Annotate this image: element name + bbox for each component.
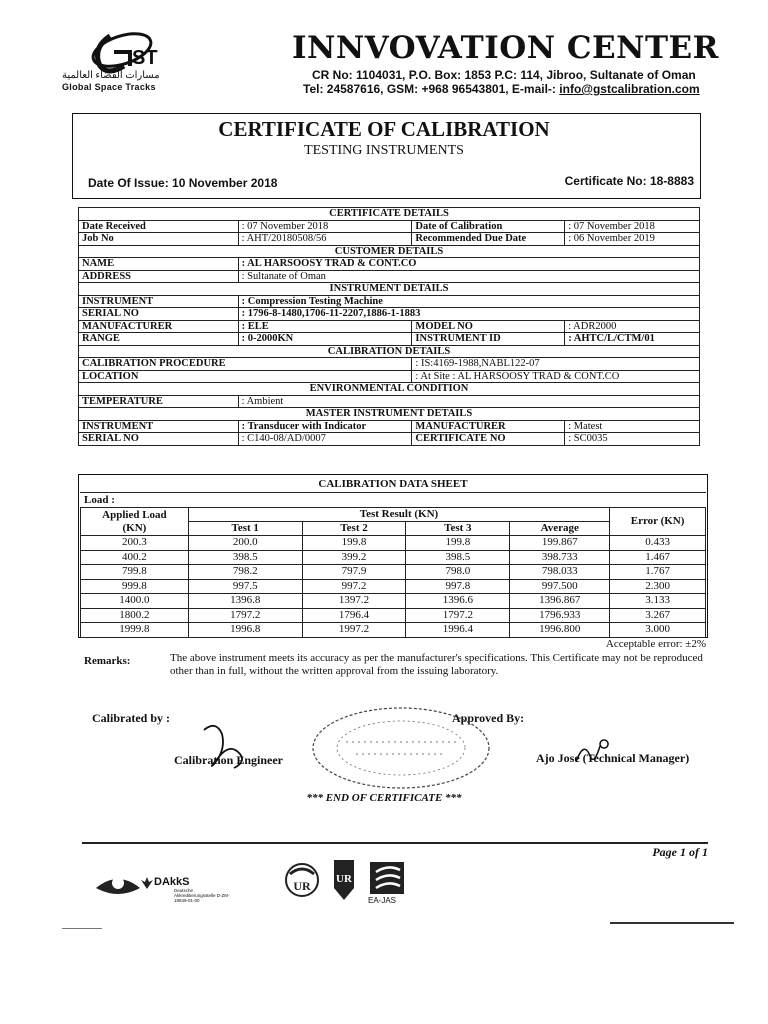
applied-cell: 1400.0 <box>81 594 189 609</box>
due-date-label: Recommended Due Date <box>412 233 565 246</box>
contact-prefix: Tel: 24587616, GSM: +968 96543801, E-mail-: <box>303 82 556 96</box>
ur-badge-icon <box>330 858 358 902</box>
average-cell: 798.033 <box>510 565 610 580</box>
test3-cell: 398.5 <box>406 550 510 565</box>
applied-cell: 200.3 <box>81 536 189 551</box>
instrument-value: : Compression Testing Machine <box>238 295 699 308</box>
test2-cell: 1397.2 <box>302 594 406 609</box>
master-instrument-value: : Transducer with Indicator <box>238 420 412 433</box>
test2-header: Test 2 <box>302 522 406 536</box>
test2-cell: 399.2 <box>302 550 406 565</box>
error-header: Error (KN) <box>610 508 706 536</box>
range-value: : 0-2000KN <box>238 333 412 346</box>
ea-jas-logo-icon <box>368 858 408 896</box>
instrument-id-value: : AHTC/L/CTM/01 <box>565 333 700 346</box>
date-calibration-label: Date of Calibration <box>412 220 565 233</box>
company-stamp-icon <box>306 702 496 794</box>
details-table <box>78 207 700 446</box>
calibration-data-table <box>80 507 706 638</box>
logo-english-text: Global Space Tracks <box>62 82 156 92</box>
applied-cell: 1800.2 <box>81 608 189 623</box>
average-cell: 1996.800 <box>510 623 610 638</box>
accreditation-emblem-icon <box>92 866 144 902</box>
test2-cell: 797.9 <box>302 565 406 580</box>
page-number: Page 1 of 1 <box>652 845 708 859</box>
average-cell: 398.733 <box>510 550 610 565</box>
table-row <box>81 550 706 565</box>
job-no-value: : AHT/20180508/56 <box>238 233 412 246</box>
environment-heading: ENVIRONMENTAL CONDITION <box>79 383 700 396</box>
bottom-line <box>610 922 734 924</box>
approved-by-label: Approved By: <box>452 711 525 725</box>
master-serial-label: SERIAL NO <box>79 433 239 446</box>
error-cell: 1.767 <box>610 565 706 580</box>
certificate-title: CERTIFICATE OF CALIBRATION <box>218 117 550 141</box>
test3-cell: 199.8 <box>406 536 510 551</box>
job-no-label: Job No <box>79 233 239 246</box>
test3-cell: 798.0 <box>406 565 510 580</box>
table-row <box>81 536 706 551</box>
model-value: : ADR2000 <box>565 320 700 333</box>
applied-cell: 400.2 <box>81 550 189 565</box>
test2-cell: 1796.4 <box>302 608 406 623</box>
location-label: LOCATION <box>79 370 412 383</box>
master-manufacturer-value: : Matest <box>565 420 700 433</box>
table-row <box>81 623 706 638</box>
procedure-value: : IS:4169-1988,NABL122-07 <box>412 358 700 371</box>
logo-arabic-text: مسارات الفضاء العالمية <box>62 70 160 81</box>
manufacturer-label: MANUFACTURER <box>79 320 239 333</box>
test1-cell: 200.0 <box>188 536 302 551</box>
error-cell: 3.133 <box>610 594 706 609</box>
remarks-label: Remarks: <box>84 655 131 667</box>
applied-cell: 799.8 <box>81 565 189 580</box>
average-cell: 1796.933 <box>510 608 610 623</box>
applied-cell: 999.8 <box>81 579 189 594</box>
svg-text:UR: UR <box>293 879 311 893</box>
test1-cell: 1797.2 <box>188 608 302 623</box>
test1-header: Test 1 <box>188 522 302 536</box>
bottom-line-left <box>62 928 102 929</box>
table-row <box>81 579 706 594</box>
calibration-engineer-label: Calibration Engineer <box>174 753 284 767</box>
remarks-text: The above instrument meets its accuracy as per the manufacturer's specifications. This Certificate may not be reproduced other than in full, without the written approval from the issuing laboratory. <box>170 652 703 677</box>
name-label: NAME <box>79 258 239 271</box>
applied-cell: 1999.8 <box>81 623 189 638</box>
date-calibration-value: : 07 November 2018 <box>565 220 700 233</box>
organization-name: INNVOVATION CENTER <box>292 30 719 66</box>
master-instrument-label: INSTRUMENT <box>79 420 239 433</box>
serial-label: SERIAL NO <box>79 308 239 321</box>
test1-cell: 997.5 <box>188 579 302 594</box>
date-of-issue: Date Of Issue: 10 November 2018 <box>88 176 278 190</box>
error-cell: 1.467 <box>610 550 706 565</box>
instrument-label: INSTRUMENT <box>79 295 239 308</box>
calibrated-by-label: Calibrated by : <box>92 711 170 725</box>
average-cell: 997.500 <box>510 579 610 594</box>
table-row <box>81 608 706 623</box>
svg-text:ST: ST <box>132 47 158 69</box>
model-label: MODEL NO <box>412 320 565 333</box>
instrument-details-heading: INSTRUMENT DETAILS <box>79 283 700 296</box>
test2-cell: 1997.2 <box>302 623 406 638</box>
master-certificate-label: CERTIFICATE NO <box>412 433 565 446</box>
error-cell: 2.300 <box>610 579 706 594</box>
test2-cell: 199.8 <box>302 536 406 551</box>
test2-cell: 997.2 <box>302 579 406 594</box>
error-cell: 3.267 <box>610 608 706 623</box>
acceptable-error: Acceptable error: ±2% <box>605 638 706 650</box>
applied-load-header <box>81 508 189 536</box>
master-serial-value: : C140-08/AD/0007 <box>238 433 412 446</box>
master-manufacturer-label: MANUFACTURER <box>412 420 565 433</box>
serial-value: : 1796-8-1480,1706-11-2207,1886-1-1883 <box>238 308 699 321</box>
certificate-details-heading: CERTIFICATE DETAILS <box>79 208 700 221</box>
location-value: : At Site : AL HARSOOSY TRAD & CONT.CO <box>412 370 700 383</box>
table-row <box>81 594 706 609</box>
contact-line <box>303 82 700 96</box>
table-row <box>81 565 706 580</box>
certificate-subtitle: TESTING INSTRUMENTS <box>304 143 464 158</box>
test3-header: Test 3 <box>406 522 510 536</box>
due-date-value: : 06 November 2019 <box>565 233 700 246</box>
test1-cell: 798.2 <box>188 565 302 580</box>
technical-manager-label: Ajo Jose (Technical Manager) <box>536 751 690 765</box>
instrument-id-label: INSTRUMENT ID <box>412 333 565 346</box>
average-cell: 1396.867 <box>510 594 610 609</box>
master-certificate-value: : SC0035 <box>565 433 700 446</box>
email-link[interactable]: info@gstcalibration.com <box>559 82 700 96</box>
test3-cell: 1797.2 <box>406 608 510 623</box>
data-sheet-heading: CALIBRATION DATA SHEET <box>80 476 706 493</box>
master-instrument-heading: MASTER INSTRUMENT DETAILS <box>79 408 700 421</box>
address-label: ADDRESS <box>79 270 239 283</box>
procedure-label: CALIBRATION PROCEDURE <box>79 358 412 371</box>
footer-divider <box>82 842 708 844</box>
average-cell: 199.867 <box>510 536 610 551</box>
date-received-label: Date Received <box>79 220 239 233</box>
certificate-number: Certificate No: 18-8883 <box>564 174 694 188</box>
test3-cell: 1396.6 <box>406 594 510 609</box>
test1-cell: 398.5 <box>188 550 302 565</box>
test1-cell: 1996.8 <box>188 623 302 638</box>
calibration-details-heading: CALIBRATION DETAILS <box>79 345 700 358</box>
dakks-logo-text: DAkkS <box>154 876 190 888</box>
end-of-certificate: *** END OF CERTIFICATE *** <box>306 792 462 804</box>
error-cell: 3.000 <box>610 623 706 638</box>
applied-load-unit: (KN) <box>122 521 147 534</box>
manufacturer-value: : ELE <box>238 320 412 333</box>
temperature-label: TEMPERATURE <box>79 395 239 408</box>
load-label: Load : <box>84 494 115 506</box>
test3-cell: 997.8 <box>406 579 510 594</box>
range-label: RANGE <box>79 333 239 346</box>
average-header: Average <box>510 522 610 536</box>
address-line: CR No: 1104031, P.O. Box: 1853 P.C: 114, Jibroo, Sultanate of Oman <box>312 68 696 82</box>
svg-text:UR: UR <box>336 873 352 885</box>
name-value: : AL HARSOOSY TRAD & CONT.CO <box>238 258 699 271</box>
customer-details-heading: CUSTOMER DETAILS <box>79 245 700 258</box>
test-result-header: Test Result (KN) <box>188 508 609 522</box>
temperature-value: : Ambient <box>238 395 699 408</box>
address-value: : Sultanate of Oman <box>238 270 699 283</box>
dakks-eagle-icon <box>140 876 154 890</box>
ea-jas-label: EA-JAS <box>368 896 397 905</box>
test1-cell: 1396.8 <box>188 594 302 609</box>
dakks-subtitle: Deutsche Akkreditierungsstelle D-ZM-18849-01-00 <box>174 888 230 903</box>
ur-certification-icon <box>282 860 322 900</box>
error-cell: 0.433 <box>610 536 706 551</box>
test3-cell: 1996.4 <box>406 623 510 638</box>
applied-load-title: Applied Load <box>102 508 167 521</box>
date-received-value: : 07 November 2018 <box>238 220 412 233</box>
